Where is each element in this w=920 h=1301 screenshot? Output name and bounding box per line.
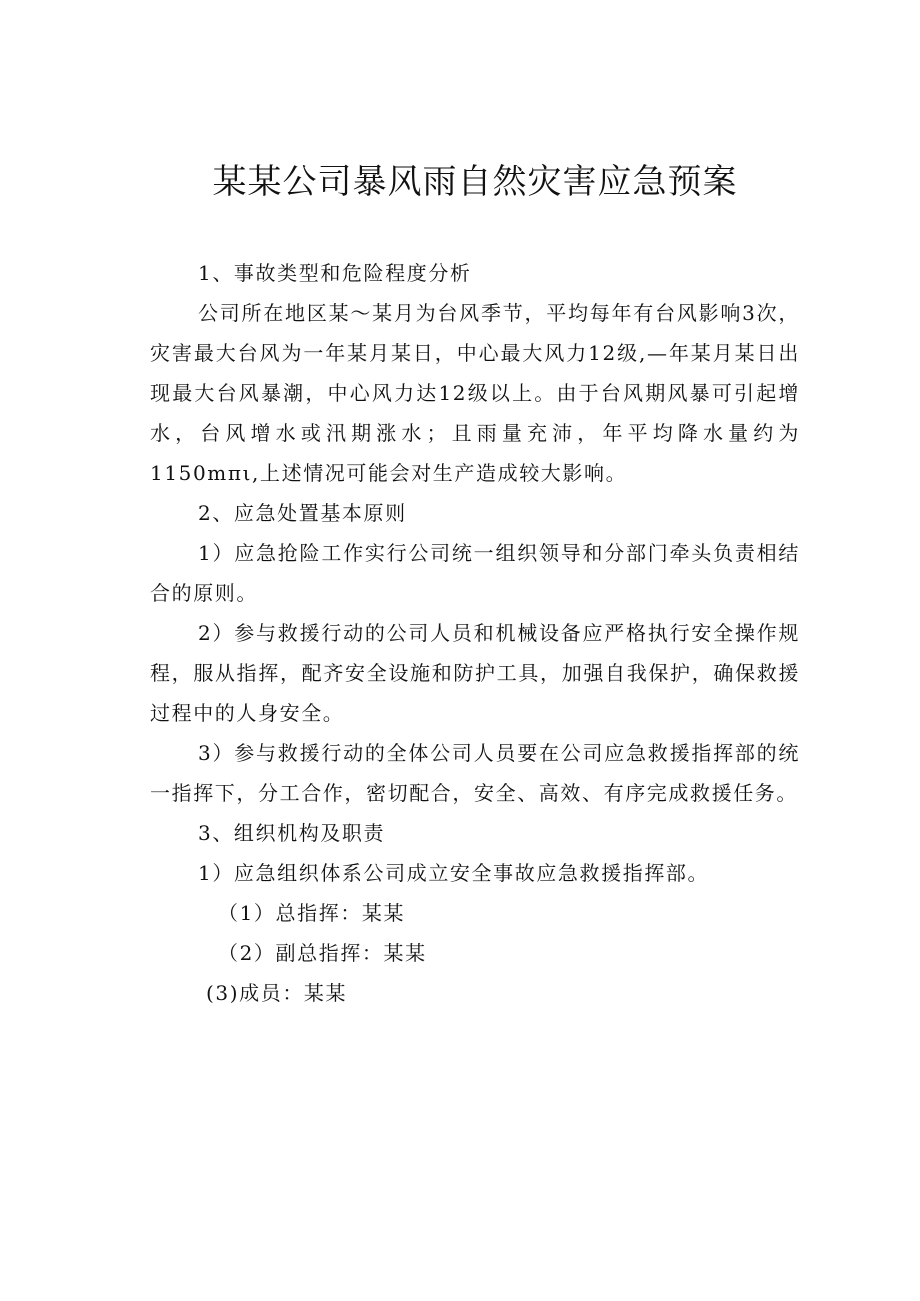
principle-item-3: 3）参与救援行动的全体公司人员要在公司应急救援指挥部的统一指挥下，分工合作，密切配合，安全、高效、有序完成救援任务。 xyxy=(150,741,800,805)
section-heading-organization: 3、组织机构及职责 xyxy=(198,821,386,845)
document-body xyxy=(150,253,800,1013)
member-commander: （1）总指挥：某某 xyxy=(218,901,406,925)
paragraph-typhoon-description: 公司所在地区某～某月为台风季节，平均每年有台风影响3次，灾害最大台风为一年某月某日，中心最大风力12级,—年某月某日出现最大台风暴潮，中心风力达12级以上。由于台风期风暴可引起增水，台风增水或汛期涨水；且雨量充沛，年平均降水量约为1150mπι,上述情况可能会对生产造成较大影响。 xyxy=(150,301,800,485)
member-staff: (3)成员：某某 xyxy=(206,981,348,1005)
principle-item-1: 1）应急抢险工作实行公司统一组织领导和分部门牵头负责相结合的原则。 xyxy=(150,541,800,605)
section-heading-accident-analysis: 1、事故类型和危险程度分析 xyxy=(198,261,472,285)
organization-item-1: 1）应急组织体系公司成立安全事故应急救援指挥部。 xyxy=(198,861,710,885)
member-deputy-commander: （2）副总指挥：某某 xyxy=(218,941,427,965)
section-heading-principles: 2、应急处置基本原则 xyxy=(198,501,407,525)
document-title: 某某公司暴风雨自然灾害应急预案 xyxy=(212,162,738,202)
principle-item-2: 2）参与救援行动的公司人员和机械设备应严格执行安全操作规程，服从指挥，配齐安全设施和防护工具，加强自我保护，确保救援过程中的人身安全。 xyxy=(150,621,800,725)
